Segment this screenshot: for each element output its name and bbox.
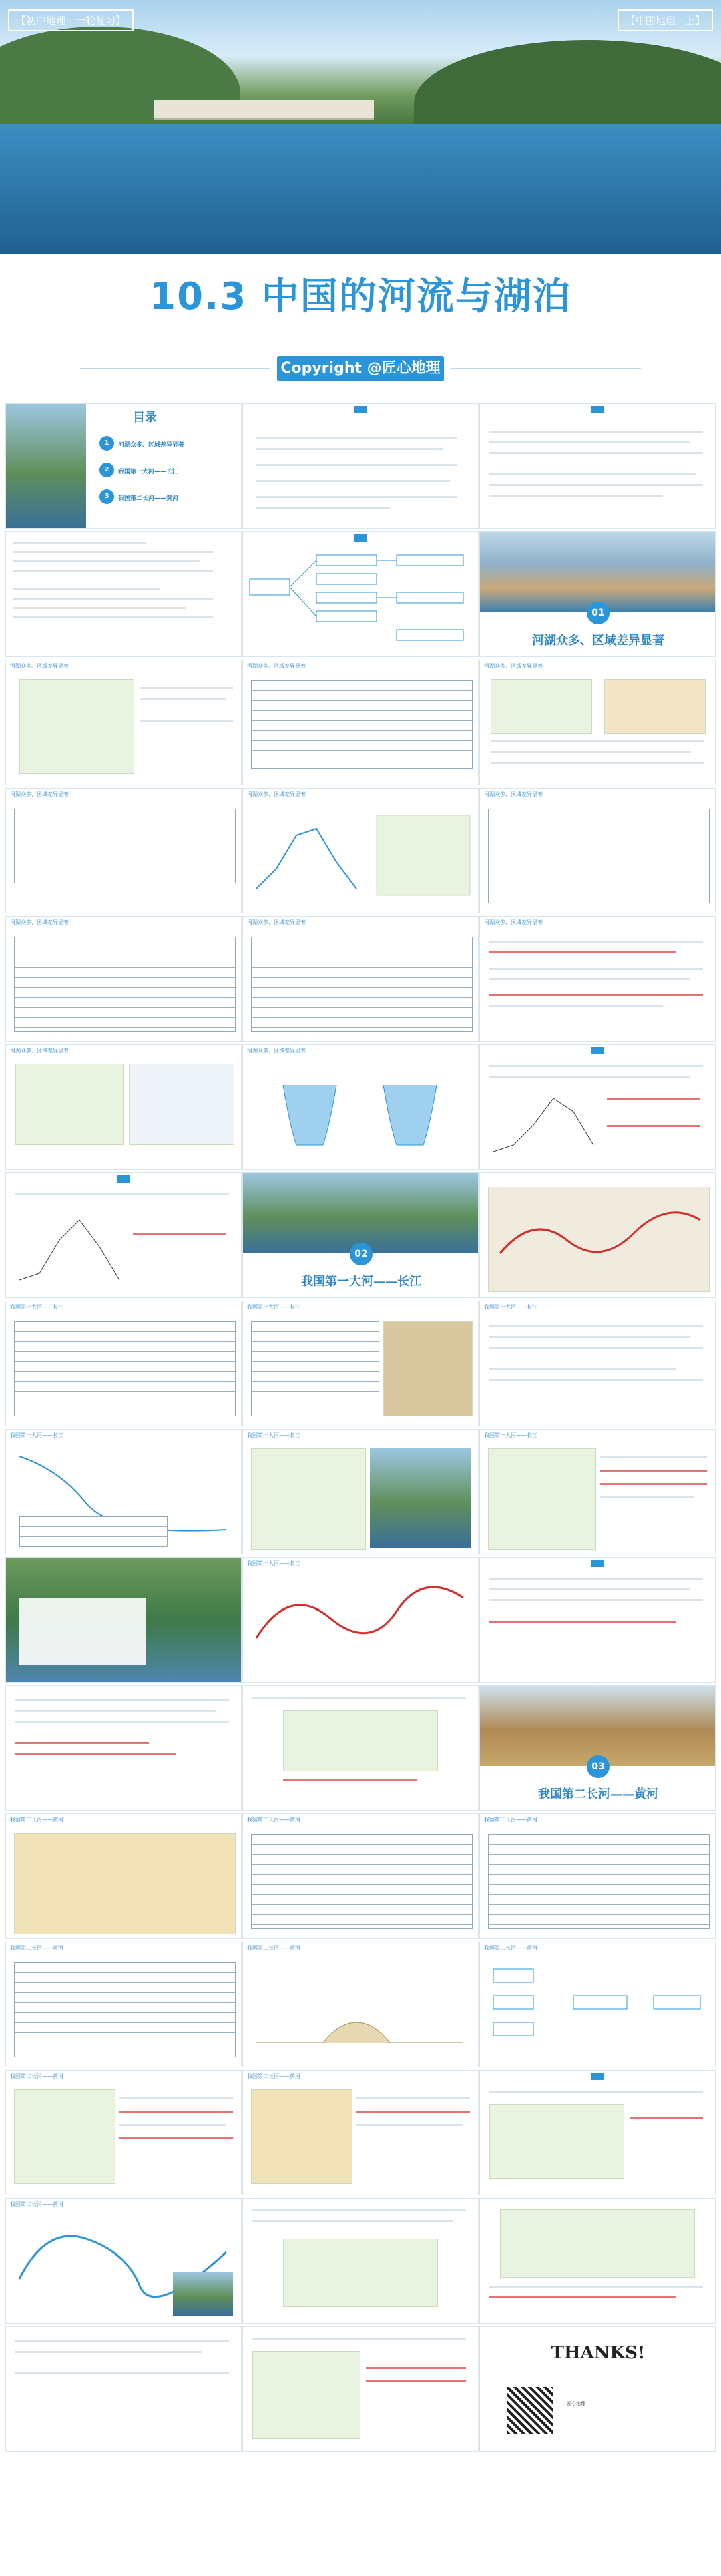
text-line [491,751,691,753]
mindmap-diagram [243,532,479,657]
text-line [13,542,146,544]
text-line [489,1347,703,1349]
toc-item[interactable]: 我国第二长河——黄河 [118,495,179,502]
text-line [140,698,226,700]
text-line [489,941,703,943]
slide-standards [479,403,716,529]
table [14,809,236,883]
text-line [607,1098,700,1100]
slide-header: 河湖众多、区域差异显著 [247,1048,306,1054]
text-line [489,1005,663,1007]
text-line [15,1710,216,1712]
slide-map [5,2198,242,2324]
text-line [489,495,663,497]
text-line [366,2367,466,2369]
text-line [489,1379,703,1381]
slide-header: 我国第二长河——黄河 [10,1945,63,1951]
table [251,937,473,1032]
section-number: 01 [587,602,610,624]
text-line [356,2124,463,2126]
text-line [489,994,703,996]
table [14,1962,236,2057]
slide-header: 我国第一大河——长江 [10,1432,63,1438]
text-line [600,1496,694,1498]
slide-map [242,1429,479,1554]
slide-table-rivers [242,660,479,785]
slide-table [5,916,242,1042]
slide-header: 河湖众多、区域差异显著 [10,919,69,925]
slide-map-text [242,2326,479,2452]
table [488,809,710,903]
slide-diagram [479,1942,716,2067]
yellow-river-map [14,1833,236,1934]
slide-map-china-rivers [5,660,242,785]
text-line [13,588,160,590]
slide-maps [5,1044,242,1170]
slide-table [5,1942,242,2067]
divider [80,368,270,369]
yangtze-river-line [480,1173,716,1298]
slide-map-text [479,1429,716,1554]
page-footer-space [5,2454,716,2568]
slide-header: 我国第二长河——黄河 [484,1945,537,1951]
text-line [489,1325,703,1327]
slide-header: 我国第二长河——黄河 [247,2073,300,2079]
map [251,1448,366,1550]
map [129,1064,234,1145]
slide-header: 河湖众多、区域差异显著 [484,663,543,669]
text-line [15,1699,229,1701]
slide-table [242,916,479,1042]
text-line [489,2286,703,2288]
slide-header: 河湖众多、区域差异显著 [247,663,306,669]
slide-toc [5,403,242,529]
copyright-badge: Copyright @匠心地理 [277,356,444,381]
text-line [489,1588,690,1590]
slide-header: 河湖众多、区域差异显著 [247,919,306,925]
text-line [489,2091,703,2093]
text-line [366,2380,466,2382]
toc-heading: 目录 [133,411,157,425]
text-line [489,968,703,970]
text-line [256,480,450,482]
section-title: 我国第一大河——长江 [301,1275,421,1289]
slide-header: 河湖众多、区域差异显著 [484,919,543,925]
text-line [252,2220,453,2222]
slide-map-exercise [242,1685,479,1811]
text-line [489,951,676,953]
text-line [356,2097,470,2099]
text-line [256,464,457,466]
hydrograph-chart [480,1045,716,1170]
slide-header: 我国第一大河——长江 [247,1560,300,1566]
map [251,2089,352,2184]
slide-table [479,788,716,913]
slide-table [242,1813,479,1939]
slide-thanks [479,2326,716,2452]
text-line [119,2137,233,2139]
hydrograph-chart [6,1173,242,1298]
text-line [133,1233,226,1235]
text-panel [19,1598,146,1665]
text-line [630,2117,703,2119]
slide-text-map [479,2070,716,2195]
text-line [13,616,213,618]
slide-title [480,2073,715,2079]
climate-chart [243,789,479,913]
slide-title [480,1560,715,1566]
toc-number: 1 [99,436,114,451]
thanks-title: THANKS! [551,2343,646,2363]
text-line [489,1336,690,1338]
table [14,937,236,1032]
text-line [489,441,690,443]
text-line [256,496,457,498]
slide-exercise [242,2198,479,2324]
canyon-photo [243,1173,479,1253]
map [500,2209,695,2278]
slide-header: 河湖众多、区域差异显著 [10,1048,69,1054]
map [604,679,706,734]
lake-photo [480,532,716,612]
slide-header: 我国第一大河——长江 [484,1304,537,1310]
cover-tag-right: 【中国地理 · 上】 [618,9,713,31]
text-line [489,1368,676,1370]
text-line [252,2338,466,2340]
slide-section-02 [242,1172,479,1298]
map [489,2104,624,2179]
terrain-map [383,1321,473,1416]
text-line [491,740,704,742]
slide-climate-charts [242,788,479,913]
toc-item[interactable]: 河湖众多、区域差异显著 [118,442,185,449]
slide-text [479,1301,716,1426]
river-diagram [243,1045,479,1170]
yellow-river-photo [480,1686,716,1766]
photo [173,2272,233,2316]
slide-header: 我国第二长河——黄河 [247,1817,300,1823]
page-title: 10.3 中国的河流与湖泊 [150,275,571,318]
slide-header: 我国第一大河——长江 [247,1304,300,1310]
slide-header: 河湖众多、区域差异显著 [247,791,306,797]
slide-yellow-river-map [5,1813,242,1939]
section-number: 02 [350,1243,373,1265]
slide-header: 河湖众多、区域差异显著 [484,791,543,797]
section-title: 我国第二长河——黄河 [538,1787,658,1801]
slide-section-01 [479,531,716,657]
slide-table [5,788,242,913]
slide-exercise [479,1044,716,1170]
map [14,2089,115,2184]
map [491,679,592,734]
river-water [0,124,721,254]
slide-table [479,1813,716,1939]
river-table [251,680,473,769]
river-photo [6,404,86,529]
text-line [119,2111,233,2113]
text-line [119,2124,226,2126]
section-title: 河湖众多、区域差异显著 [532,634,664,648]
slide-header: 我国第一大河——长江 [247,1432,300,1438]
text-line [489,473,696,475]
map [283,1710,438,1771]
text-line [13,551,213,553]
table [19,1516,168,1547]
slide-header: 我国第二长河——黄河 [10,2201,63,2207]
text-line [13,607,186,609]
section-number: 03 [587,1755,610,1778]
table [14,1321,236,1416]
table [488,1834,710,1929]
slide-header: 我国第二长河——黄河 [10,2073,63,2079]
text-line [600,1456,707,1458]
slide-header: 河湖众多、区域差异显著 [10,663,69,669]
text-line [489,1578,703,1580]
text-line [607,1125,700,1127]
text-line [15,2372,229,2374]
text-line [491,762,704,764]
slide-map [242,1557,479,1683]
slide-table [5,1301,242,1426]
qr-code[interactable] [507,2387,553,2434]
text-line [489,1621,676,1623]
text-line [252,1697,466,1699]
text-line [489,1599,703,1601]
photo [370,1448,471,1548]
cover-banner-photo [0,0,721,254]
slide-header: 河湖众多、区域差异显著 [10,791,69,797]
dam-shape [154,100,374,120]
table [251,1321,379,1416]
slide-map-text [242,2070,479,2195]
slide-header: 我国第一大河——长江 [10,1304,63,1310]
toc-number: 3 [99,489,114,504]
slide-map-text [5,2070,242,2195]
slide-exercise [479,2198,716,2324]
slide-exercise [5,1172,242,1298]
text-line [600,1470,707,1472]
cover-tag-left: 【初中地理 · 一轮复习】 [8,9,134,31]
slide-photo-map [5,1557,242,1683]
text-line [489,431,703,433]
toc-number: 2 [99,463,114,477]
map [283,2239,438,2307]
slide-header: 我国第二长河——黄河 [484,1817,537,1823]
map [252,2351,360,2439]
text-line [256,507,390,509]
slide-maps-pair [479,660,716,785]
slide-exercise [479,1557,716,1683]
slide-table-map [242,1301,479,1426]
table [251,1834,473,1929]
flow-diagram [480,1942,716,2067]
text-line [489,2296,676,2298]
text-line [489,978,690,980]
divider [451,368,641,369]
river-map [243,1558,479,1683]
text-line [356,2111,470,2113]
text-line [15,2340,229,2342]
text-line [13,560,200,562]
slide-header: 我国第二长河——黄河 [247,1945,300,1951]
slide-section-03 [479,1685,716,1811]
text-line [15,1721,229,1723]
slide-title [480,407,715,413]
text-line [15,1753,176,1755]
riverbed-diagram [243,1942,479,2067]
slide-text [5,1685,242,1811]
text-line [256,448,443,450]
text-line [600,1483,707,1485]
slide-header: 我国第一大河——长江 [484,1432,537,1438]
slide-notes [5,531,242,657]
slide-mindmap [242,531,479,657]
slide-diagram [242,1942,479,2067]
slide-profile [5,1429,242,1554]
text-line [15,2351,202,2353]
text-line [283,1779,417,1781]
text-line [252,2209,466,2211]
text-line [140,687,233,689]
text-line [489,452,703,454]
slide-diagram [242,1044,479,1170]
text-line [489,484,703,486]
slide-yangtze-map [479,1172,716,1298]
text-line [15,1742,149,1744]
china-map [19,679,134,774]
text-line [256,437,457,439]
slide-header: 我国第二长河——黄河 [10,1817,63,1823]
map [488,1448,596,1550]
slide-text [479,916,716,1042]
text-line [119,2097,233,2099]
slide-objectives [242,403,479,529]
slide-text [5,2326,242,2452]
toc-item[interactable]: 我国第一大河——长江 [118,469,179,475]
map [15,1064,124,1145]
thanks-subtitle: 匠心地理 [567,2401,585,2406]
slide-title [243,407,478,413]
text-line [140,720,233,722]
text-line [13,598,213,600]
text-line [13,570,213,572]
